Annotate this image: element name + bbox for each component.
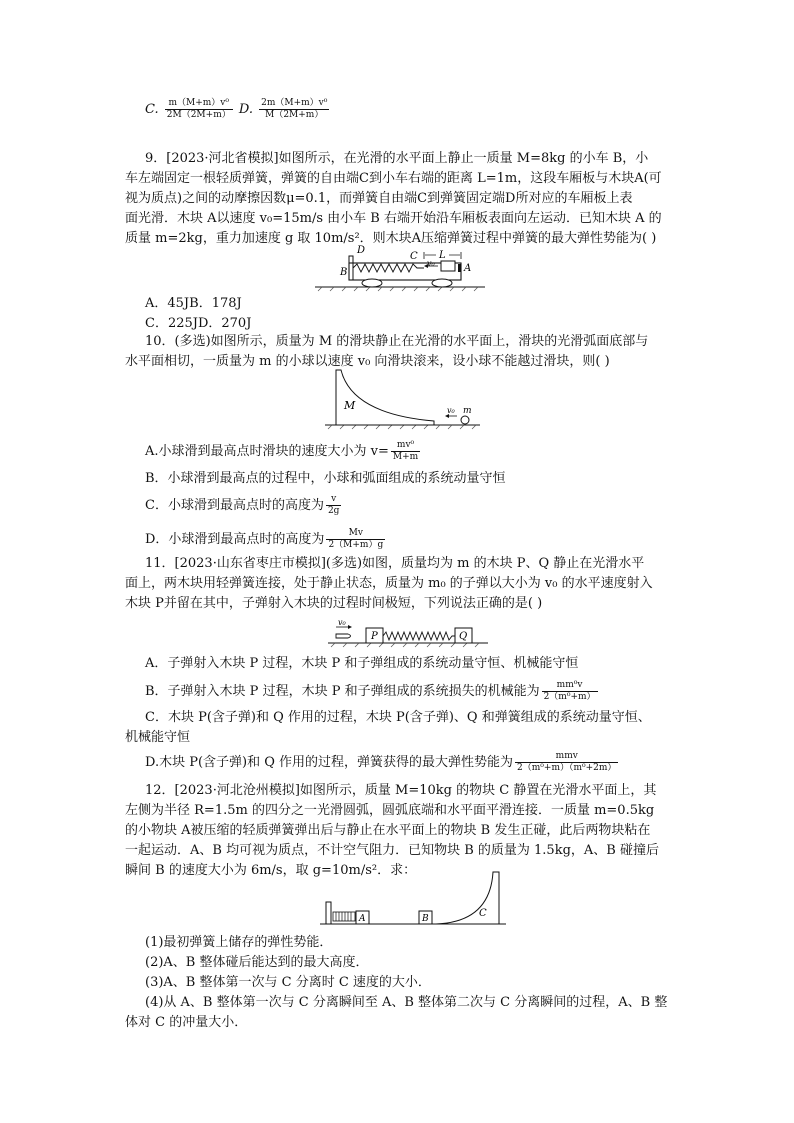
q12-line-1: 12．[2023·河北沧州模拟]如图所示，质量 M=10kg 的物块 C 静置在光滑水平面上，其: [145, 783, 657, 798]
q10-option-d-fraction: $\frac{Mv}{2(M+m)g}$: [328, 528, 384, 550]
q10-label-M: M: [344, 399, 356, 412]
q9-line-2: 车左端固定一根轻质弹簧，弹簧的自由端C到小车右端的距离 L=1m，这段车厢板与木块A(可: [125, 171, 662, 186]
q9-label-v0: v₀: [427, 259, 435, 268]
q9-options-cd: C．225JD．270J: [145, 316, 252, 331]
q12-subquestion-3: (3)A、B 整体第一次与 C 分离时 C 速度的大小．: [145, 975, 431, 990]
q11-line-1: 11．[2023·山东省枣庄市模拟](多选)如图，质量均为 m 的木块 P、Q 静止在光滑水平: [145, 556, 645, 571]
q9-label-L: L: [439, 250, 446, 261]
q9-label-C: C: [410, 251, 418, 262]
q11-line-2: 面上，两木块用轻弹簧连接，处于静止状态，质量为 m₀ 的子弹以大小为 v₀ 的水平速度射入: [125, 576, 653, 591]
q11-label-Q: Q: [459, 631, 468, 642]
q11-option-c-line-1: C．木块 P(含子弹)和 Q 作用的过程，木块 P(含子弹)、Q 和弹簧组成的系统动量守恒、: [145, 710, 651, 725]
q12-subquestion-4-line-1: (4)从 A、B 整体第一次与 C 分离瞬间至 A、B 整体第二次与 C 分离瞬间的过程，A、B 整: [145, 995, 668, 1010]
q10-line-1: 10．(多选)如图所示，质量为 M 的滑块静止在光滑的水平面上，滑块的光滑弧面底部与: [145, 334, 649, 349]
q11-label-v0: v₀: [338, 618, 346, 627]
q11-line-3: 木块 P并留在其中，子弹射入木块的过程时间极短，下列说法正确的是( ): [125, 596, 543, 611]
q12-label-C: C: [479, 908, 487, 919]
q10-option-c: C．小球滑到最高点时的高度为 $\frac{v}{2g}$: [145, 494, 340, 516]
q12-label-A: A: [359, 914, 366, 924]
q10-option-d: D．小球滑到最高点时的高度为 $\frac{Mv}{2(M+m)g}$: [145, 528, 384, 550]
q9-label-D: D: [357, 245, 366, 256]
q10-option-a-fraction: $\frac{\text{mv⁰}}{M+m}$: [392, 440, 419, 462]
q10-option-b: B．小球滑到最高点的过程中，小球和弧面组成的系统动量守恒: [145, 471, 506, 486]
q11-option-b-fraction: $\frac{\text{mm⁰v}}{\text{2（m⁰+m）}}$: [543, 680, 596, 702]
q9-options-ab: A．45JB．178J: [145, 296, 242, 311]
q11-option-c-line-2: 机械能守恒: [125, 730, 191, 745]
q10-line-2: 水平面相切，一质量为 m 的小球以速度 v₀ 向滑块滚来，设小球不能越过滑块，则( ): [125, 354, 610, 369]
q10-option-a: A.小球滑到最高点时滑块的速度大小为 v= $\frac{\text{mv⁰}}{M+m}$: [145, 440, 419, 462]
q9-line-3: 视为质点)之间的动摩擦因数μ=0.1，而弹簧自由端C到弹簧固定端D所对应的车厢板上表: [125, 191, 633, 206]
q10-option-c-fraction: $\frac{v}{2g}$: [327, 494, 340, 516]
q11-option-d-fraction: $\frac{\text{mmv}}{\text{2（m⁰+m）（m⁰+2m）}}$: [517, 751, 617, 773]
q11-option-a: A．子弹射入木块 P 过程，木块 P 和子弹组成的系统动量守恒、机械能守恒: [145, 656, 579, 671]
q9-line-5: 质量 m=2kg，重力加速度 g 取 10m/s²．则木块A压缩弹簧过程中弹簧的最大弹性势能为( ): [125, 231, 657, 246]
q12-line-5: 瞬间 B 的速度大小为 6m/s，取 g=10m/s²．求：: [125, 863, 417, 878]
q10-label-m: m: [463, 406, 472, 416]
q9-label-B: B: [340, 267, 348, 278]
q12-subquestion-4-line-2: 体对 C 的冲量大小．: [125, 1015, 248, 1030]
q12-subquestion-1: (1)最初弹簧上储存的弹性势能．: [145, 935, 333, 950]
q11-option-d: D.木块 P(含子弹)和 Q 作用的过程，弹簧获得的最大弹性势能为 $\frac{\text{mmv}}{\text{2（m⁰+m）（m⁰+2m）}}$: [145, 751, 617, 773]
q9-line-4: 面光滑．木块 A以速度 v₀=15m/s 由小车 B 右端开始沿车厢板表面向左运动．已知木块 A 的: [125, 211, 662, 226]
q11-label-P: P: [371, 631, 378, 642]
q12-subquestion-2: (2)A、B 整体碰后能达到的最大高度．: [145, 955, 369, 970]
q8-option-c: C. $\frac{\text{m（M+m）v⁰}}{2M(2M+m)}$ D. $\frac{\text{2m（M+m）v⁰}}{M(2M+m)}$: [145, 98, 328, 120]
q9-label-A: A: [464, 263, 472, 274]
q10-label-v0: v₀: [447, 406, 455, 415]
q11-option-b: B．子弹射入木块 P 过程，木块 P 和子弹组成的系统损失的机械能为 $\frac{\text{mm⁰v}}{\text{2（m⁰+m）}}$: [145, 680, 596, 702]
q8-option-d-fraction: $\frac{\text{2m（M+m）v⁰}}{M(2M+m)}$: [261, 98, 328, 120]
q12-line-2: 左侧为半径 R=1.5m 的四分之一光滑圆弧，圆弧底端和水平面平滑连接．一质量 m=0.5kg: [125, 803, 655, 818]
q12-line-3: 的小物块 A被压缩的轻质弹簧弹出后与静止在水平面上的物块 B 发生正碰，此后两物块粘在: [125, 823, 651, 838]
q12-line-4: 一起运动．A、B 均可视为质点，不计空气阻力．已知物块 B 的质量为 1.5kg，A、B 碰撞后: [125, 843, 659, 858]
q9-line-1: 9．[2023·河北省模拟]如图所示，在光滑的水平面上静止一质量 M=8kg 的小车 B，小: [145, 151, 649, 166]
q8-option-c-fraction: $\frac{\text{m（M+m）v⁰}}{2M(2M+m)}$: [166, 98, 231, 120]
q12-label-B: B: [422, 914, 429, 924]
